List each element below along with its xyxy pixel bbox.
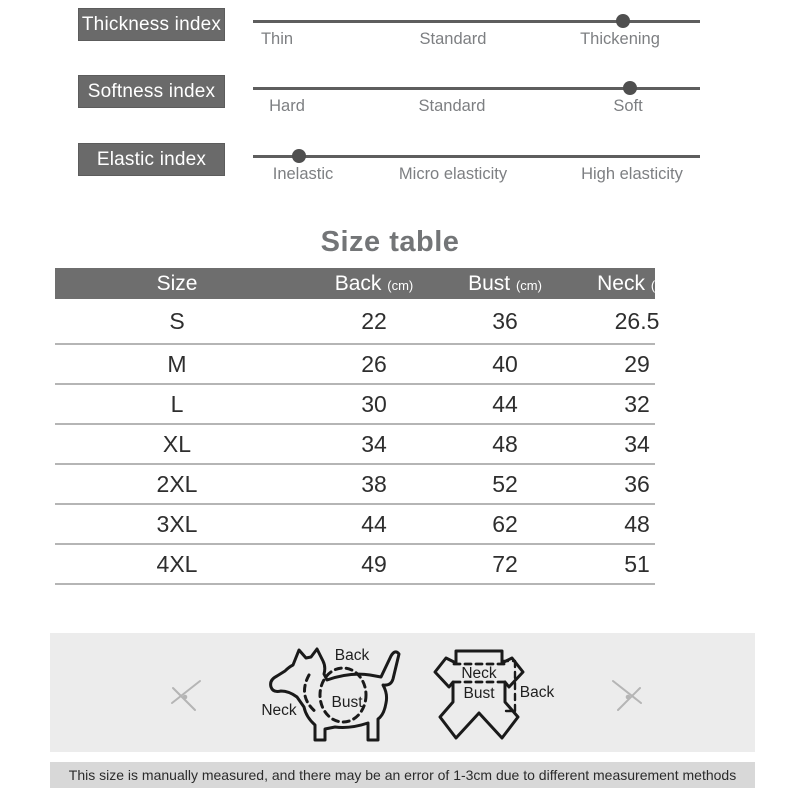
cell-neck: 34	[624, 431, 650, 457]
softness-tick-soft: Soft	[613, 97, 643, 115]
size-table-header	[55, 268, 677, 299]
next-arrow-icon[interactable]	[608, 676, 648, 716]
measurement-diagram-panel	[50, 633, 755, 752]
elastic-tick-high: High elasticity	[581, 165, 683, 183]
cell-back: 22	[361, 308, 387, 334]
cell-size: M	[167, 351, 187, 377]
thickness-tick-standard: Standard	[419, 30, 487, 48]
softness-tick-hard: Hard	[269, 97, 305, 115]
cell-size: S	[169, 308, 185, 334]
cell-neck: 29	[624, 351, 650, 377]
thickness-tick-thickening: Thickening	[580, 30, 660, 48]
size-table-title: Size table	[320, 226, 460, 258]
cell-size: 2XL	[156, 471, 198, 497]
cell-size: 4XL	[156, 551, 198, 577]
col-header-back: Back (cm)	[334, 272, 414, 295]
thickness-index-track	[253, 20, 700, 23]
table-row	[55, 299, 660, 345]
thickness-index-label	[78, 8, 225, 41]
garment-back-label: Back	[519, 684, 555, 701]
softness-tick-standard: Standard	[418, 97, 486, 115]
garment-pattern-diagram	[430, 645, 560, 750]
cell-bust: 52	[492, 471, 518, 497]
cell-size: XL	[162, 431, 192, 457]
table-row	[55, 465, 655, 505]
elastic-index-row	[0, 135, 800, 200]
cell-bust: 44	[492, 391, 518, 417]
cell-neck: 26.5	[614, 308, 660, 334]
thickness-index-label-text: Thickness index	[81, 13, 222, 35]
elastic-tick-inelastic: Inelastic	[272, 165, 334, 183]
elastic-tick-micro: Micro elasticity	[398, 165, 508, 183]
thickness-index-row	[0, 0, 800, 65]
cell-neck: 32	[624, 391, 650, 417]
dog-neck-label: Neck	[261, 702, 297, 719]
dog-back-label: Back	[334, 647, 370, 664]
table-row	[55, 345, 655, 385]
cell-bust: 62	[492, 511, 518, 537]
softness-index-label-text: Softness index	[87, 80, 216, 102]
cell-bust: 48	[492, 431, 518, 457]
garment-neck-label: Neck	[461, 665, 497, 682]
cell-neck: 36	[624, 471, 650, 497]
softness-index-row	[0, 67, 800, 132]
table-row	[55, 545, 655, 585]
garment-bust-label: Bust	[463, 685, 495, 702]
dog-measurement-diagram	[255, 645, 425, 750]
measurement-disclaimer: This size is manually measured, and there may be an error of 1-3cm due to different measurement methods	[50, 762, 755, 788]
dog-bust-label: Bust	[331, 694, 363, 711]
cell-bust: 72	[492, 551, 518, 577]
elastic-index-label	[78, 143, 225, 176]
table-row	[55, 505, 655, 545]
cell-back: 34	[361, 431, 387, 457]
table-row	[55, 425, 655, 465]
cell-size: L	[170, 391, 184, 417]
col-header-neck: Neck (cm)	[597, 272, 677, 295]
thickness-index-dot	[616, 14, 630, 28]
cell-bust: 36	[492, 308, 518, 334]
elastic-index-label-text: Elastic index	[96, 148, 207, 170]
softness-index-dot	[623, 81, 637, 95]
softness-index-label	[78, 75, 225, 108]
table-row	[55, 385, 655, 425]
cell-bust: 40	[492, 351, 518, 377]
cell-back: 26	[361, 351, 387, 377]
cell-size: 3XL	[156, 511, 198, 537]
elastic-index-track	[253, 155, 700, 158]
cell-back: 44	[361, 511, 387, 537]
cell-back: 30	[361, 391, 387, 417]
cell-neck: 51	[624, 551, 650, 577]
col-header-size: Size	[156, 272, 198, 295]
elastic-index-dot	[292, 149, 306, 163]
cell-neck: 48	[624, 511, 650, 537]
col-header-bust: Bust (cm)	[468, 272, 542, 295]
thickness-tick-thin: Thin	[260, 30, 294, 48]
prev-arrow-icon[interactable]	[165, 676, 205, 716]
cell-back: 38	[361, 471, 387, 497]
cell-back: 49	[361, 551, 387, 577]
